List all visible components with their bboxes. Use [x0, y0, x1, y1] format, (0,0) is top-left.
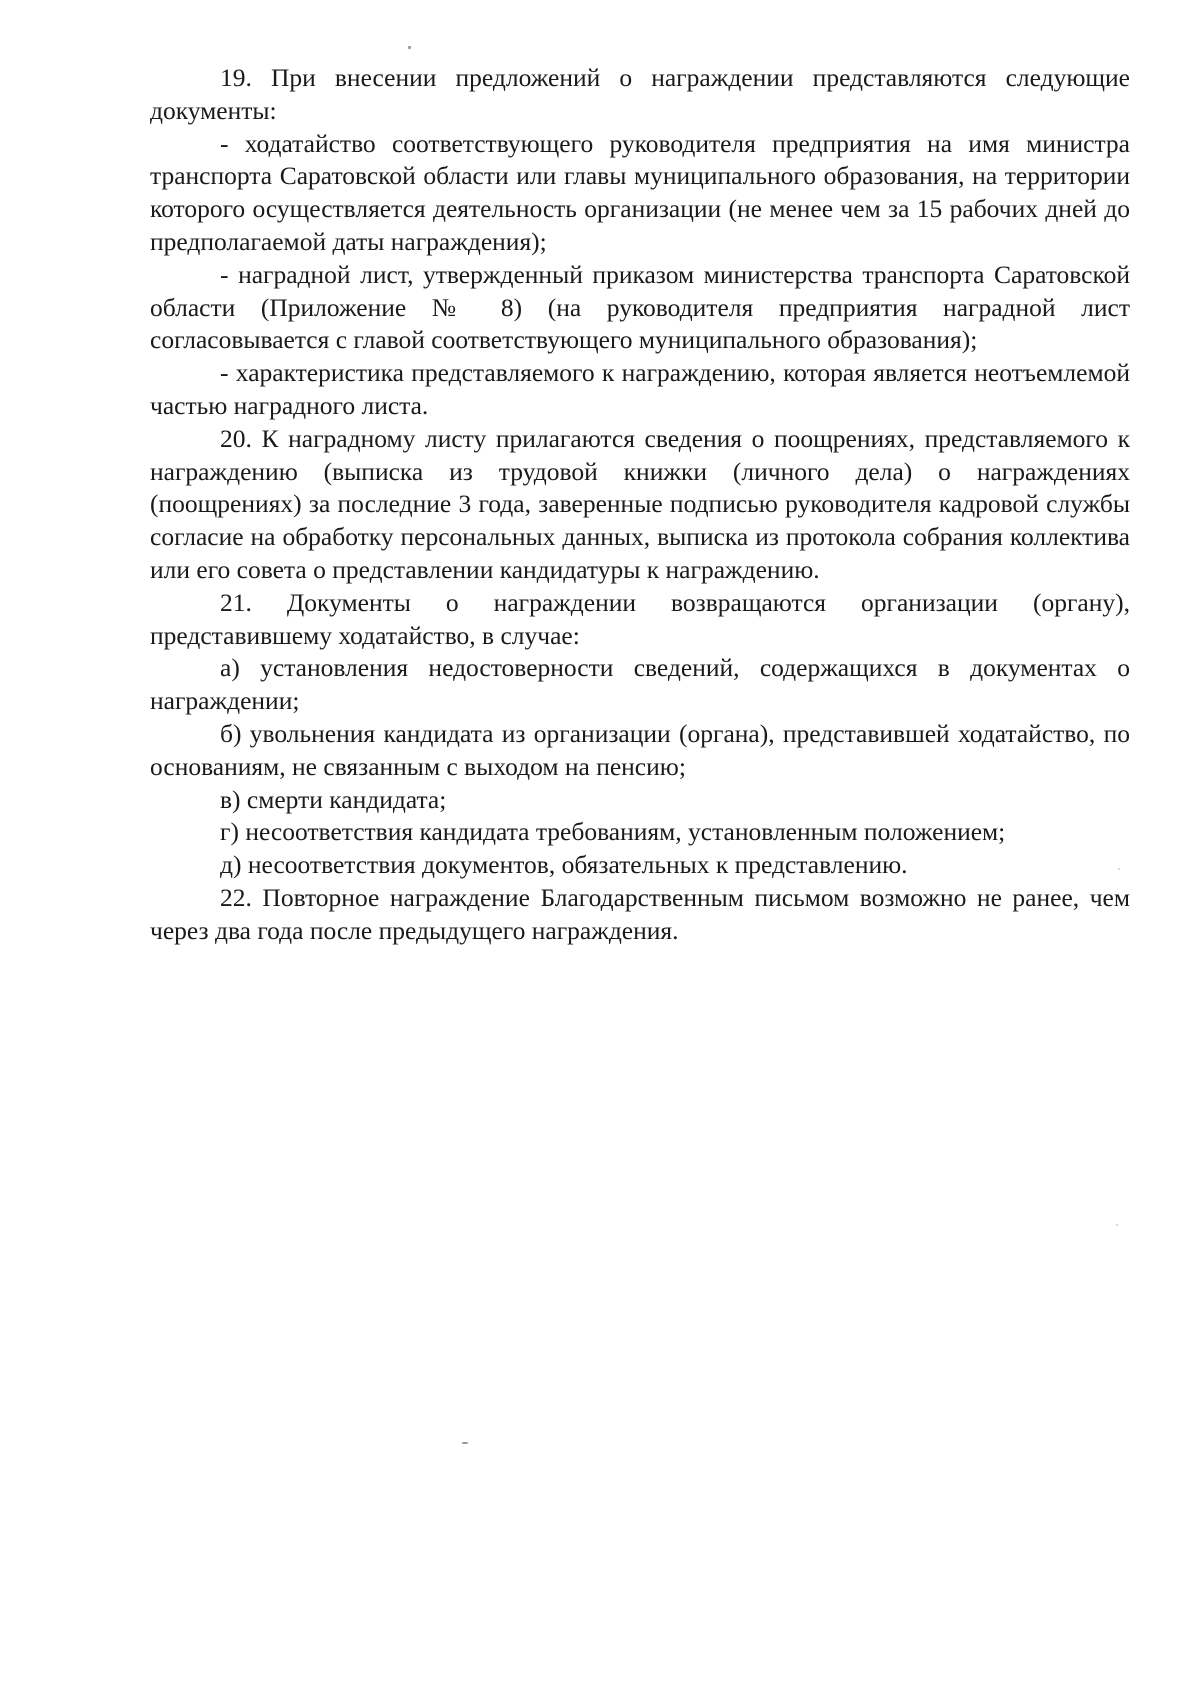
paragraph-19-characteristic: - характеристика представляемого к награждению, которая является неотъемлемой частью наградного листа.	[150, 358, 1130, 420]
paragraph-19-award-sheet: - наградной лист, утвержденный приказом министерства транспорта Саратовской области (Приложение № 8) (на руководителя предприятия наградной лист согласовывается с главой соответствующего муниципального образования);	[150, 259, 1130, 355]
paragraph-19-intro: 19. При внесении предложений о награждении представляются следующие документы:	[150, 63, 1130, 125]
scan-speck	[462, 1442, 468, 1444]
scan-speck	[1118, 868, 1120, 870]
paragraph-21-b: б) увольнения кандидата из организации (органа), представившей ходатайство, по основаниям, не связанным с выходом на пенсию;	[150, 718, 1130, 781]
scan-speck	[1116, 1224, 1118, 1226]
paragraph-21-a: а) установления недостоверности сведений, содержащихся в документах о награждении;	[150, 653, 1130, 716]
document-body	[150, 62, 1130, 948]
paragraph-21-g: г) несоответствия кандидата требованиям, установленным положением;	[220, 817, 1006, 847]
paragraph-22: 22. Повторное награждение Благодарственным письмом возможно не ранее, чем через два года после предыдущего награждения.	[150, 882, 1130, 945]
paragraph-20: 20. К наградному листу прилагаются сведения о поощрениях, представляемого к награждению (выписка из трудовой книжки (личного дела) о награждениях (поощрениях) за последние 3 года, заверенные подписью руководителя кадровой службы согласие на обработку персональных данных, выписка из протокола собрания коллектива или его совета о представлении кандидатуры к награждению.	[150, 423, 1130, 584]
paragraph-21-intro: 21. Документы о награждении возвращаются организации (органу), представившему ходатайство, в случае:	[150, 587, 1130, 650]
scan-speck	[408, 46, 411, 49]
paragraph-21-v: в) смерти кандидата;	[220, 784, 447, 814]
paragraph-19-petition: - ходатайство соответствующего руководителя предприятия на имя министра транспорта Саратовской области или главы муниципального образования, на территории которого осуществляется деятельность организации (не менее чем за 15 рабочих дней до предполагаемой даты награждения);	[150, 128, 1130, 256]
paragraph-21-d: д) несоответствия документов, обязательных к представлению.	[220, 850, 908, 880]
